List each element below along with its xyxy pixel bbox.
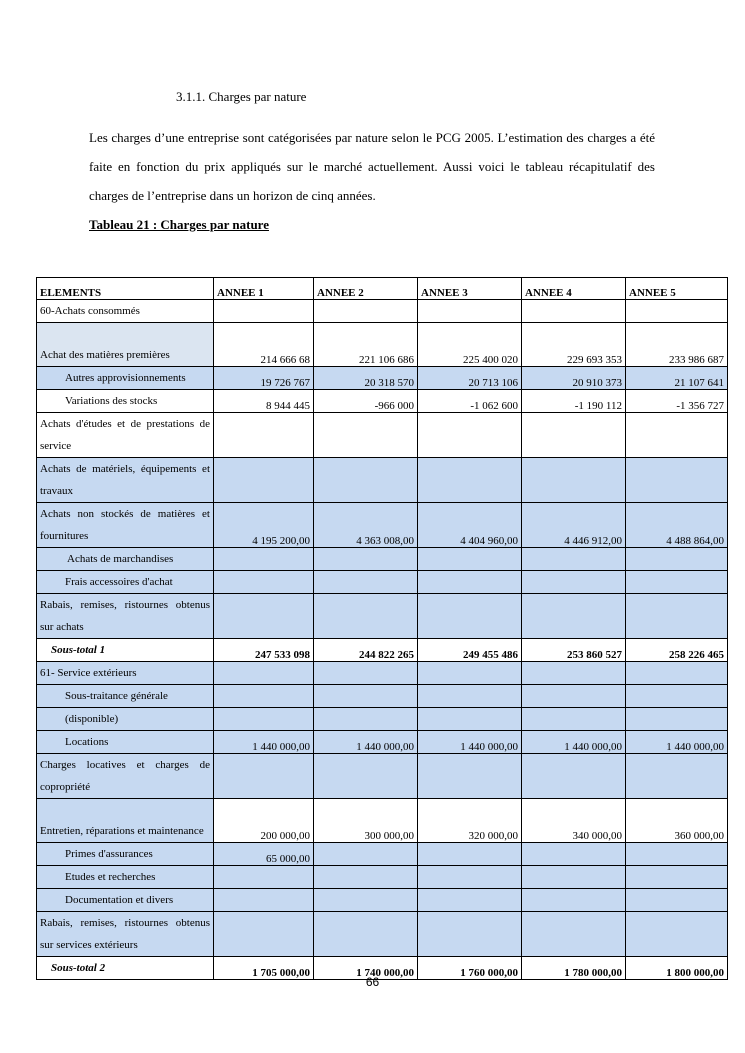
row-value xyxy=(626,754,728,799)
row-value xyxy=(626,300,728,323)
table-row xyxy=(37,731,728,754)
row-value xyxy=(626,662,728,685)
page-number: 66 xyxy=(365,975,380,989)
row-value: 4 446 912,00 xyxy=(522,503,626,548)
row-label: Achats de marchandises xyxy=(37,548,214,571)
row-value: 20 713 106 xyxy=(418,367,522,390)
row-value xyxy=(418,300,522,323)
row-value: 1 440 000,00 xyxy=(522,731,626,754)
row-value xyxy=(418,912,522,957)
row-value xyxy=(522,458,626,503)
row-label: Rabais, remises, ristournes obtenus sur achats xyxy=(37,594,214,639)
row-value xyxy=(418,754,522,799)
row-value xyxy=(314,708,418,731)
table-header-row xyxy=(37,278,728,300)
row-value: 65 000,00 xyxy=(214,843,314,866)
row-value xyxy=(214,754,314,799)
row-value xyxy=(626,912,728,957)
row-value: 8 944 445 xyxy=(214,390,314,413)
row-label: Achats de matériels, équipements et travaux xyxy=(37,458,214,503)
row-label: Achats d'études et de prestations de service xyxy=(37,413,214,458)
row-value xyxy=(314,413,418,458)
row-label: Rabais, remises, ristournes obtenus sur services extérieurs xyxy=(37,912,214,957)
row-value xyxy=(418,708,522,731)
row-value xyxy=(626,685,728,708)
row-value xyxy=(522,912,626,957)
row-value xyxy=(214,912,314,957)
row-value xyxy=(314,912,418,957)
table-row xyxy=(37,685,728,708)
row-value xyxy=(522,413,626,458)
table-row xyxy=(37,571,728,594)
row-value xyxy=(626,889,728,912)
row-label: Primes d'assurances xyxy=(37,843,214,866)
row-value xyxy=(314,889,418,912)
row-value xyxy=(522,708,626,731)
row-label: (disponible) xyxy=(37,708,214,731)
header-cell: ANNEE 5 xyxy=(626,278,728,300)
row-value xyxy=(418,413,522,458)
row-value xyxy=(522,866,626,889)
row-value: 4 195 200,00 xyxy=(214,503,314,548)
row-value xyxy=(626,866,728,889)
row-value xyxy=(522,754,626,799)
table-row xyxy=(37,889,728,912)
row-value xyxy=(214,889,314,912)
row-value xyxy=(418,548,522,571)
table-row xyxy=(37,413,728,458)
row-value xyxy=(314,754,418,799)
row-value xyxy=(522,843,626,866)
row-value xyxy=(314,685,418,708)
row-value xyxy=(418,458,522,503)
row-value: 1 800 000,00 xyxy=(626,957,728,980)
row-value xyxy=(214,548,314,571)
table-row xyxy=(37,503,728,548)
section-heading: 3.1.1. Charges par nature xyxy=(176,89,307,104)
row-value: 340 000,00 xyxy=(522,799,626,843)
header-cell: ANNEE 3 xyxy=(418,278,522,300)
row-label: Documentation et divers xyxy=(37,889,214,912)
row-value xyxy=(214,662,314,685)
row-label: Frais accessoires d'achat xyxy=(37,571,214,594)
table-row xyxy=(37,323,728,367)
row-label: Variations des stocks xyxy=(37,390,214,413)
row-value xyxy=(314,594,418,639)
row-value xyxy=(626,594,728,639)
row-value: 229 693 353 xyxy=(522,323,626,367)
intro-paragraph: Les charges d’une entreprise sont catégorisées par nature selon le PCG 2005. L’estimation des charges a été faite en fonction du prix appliqués sur le marché actuellement. Aussi voici le tableau récapitulatif des charges de l’entreprise dans un horizon de cinq années. xyxy=(89,130,655,203)
row-value: 1 780 000,00 xyxy=(522,957,626,980)
row-value: -966 000 xyxy=(314,390,418,413)
row-value: 244 822 265 xyxy=(314,639,418,662)
table-title: Tableau 21 : Charges par nature xyxy=(89,217,269,232)
row-value: 258 226 465 xyxy=(626,639,728,662)
table-row xyxy=(37,594,728,639)
row-label: Sous-total 1 xyxy=(37,639,214,662)
row-value xyxy=(626,708,728,731)
row-value: 300 000,00 xyxy=(314,799,418,843)
table-row xyxy=(37,866,728,889)
row-label: Etudes et recherches xyxy=(37,866,214,889)
row-value: -1 356 727 xyxy=(626,390,728,413)
header-cell: ELEMENTS xyxy=(37,278,214,300)
row-label: Sous-total 2 xyxy=(37,957,214,980)
row-value: 214 666 68 xyxy=(214,323,314,367)
row-value: 233 986 687 xyxy=(626,323,728,367)
row-label: Achat des matières premières xyxy=(37,323,214,367)
charges-table xyxy=(36,277,728,980)
table-row xyxy=(37,754,728,799)
table-row xyxy=(37,458,728,503)
table-row xyxy=(37,912,728,957)
row-value: 19 726 767 xyxy=(214,367,314,390)
row-label: Locations xyxy=(37,731,214,754)
row-value xyxy=(314,662,418,685)
header-cell: ANNEE 1 xyxy=(214,278,314,300)
row-value xyxy=(626,413,728,458)
row-label: Autres approvisionnements xyxy=(37,367,214,390)
row-value: 1 705 000,00 xyxy=(214,957,314,980)
row-value xyxy=(626,548,728,571)
row-value: 253 860 527 xyxy=(522,639,626,662)
row-value xyxy=(626,843,728,866)
subtotal-row xyxy=(37,639,728,662)
row-value xyxy=(418,571,522,594)
row-value xyxy=(626,571,728,594)
table-row xyxy=(37,662,728,685)
row-value xyxy=(522,662,626,685)
table-row xyxy=(37,799,728,843)
table-row xyxy=(37,300,728,323)
row-label: Charges locatives et charges de copropriété xyxy=(37,754,214,799)
row-value: 360 000,00 xyxy=(626,799,728,843)
row-value xyxy=(522,594,626,639)
table-row xyxy=(37,708,728,731)
row-value xyxy=(214,685,314,708)
row-value: 4 363 008,00 xyxy=(314,503,418,548)
row-value xyxy=(314,866,418,889)
row-value xyxy=(314,548,418,571)
row-value xyxy=(418,662,522,685)
row-value xyxy=(314,843,418,866)
row-value: 320 000,00 xyxy=(418,799,522,843)
row-value xyxy=(214,708,314,731)
row-value: 20 910 373 xyxy=(522,367,626,390)
row-value: 225 400 020 xyxy=(418,323,522,367)
row-label: Achats non stockés de matières et fournitures xyxy=(37,503,214,548)
row-value xyxy=(522,685,626,708)
row-value: 1 760 000,00 xyxy=(418,957,522,980)
table-row xyxy=(37,367,728,390)
row-value: 200 000,00 xyxy=(214,799,314,843)
row-value: 247 533 098 xyxy=(214,639,314,662)
row-value xyxy=(522,548,626,571)
row-value xyxy=(626,458,728,503)
row-value: 221 106 686 xyxy=(314,323,418,367)
row-value: 1 440 000,00 xyxy=(214,731,314,754)
row-value xyxy=(522,571,626,594)
row-value xyxy=(214,571,314,594)
row-value xyxy=(314,571,418,594)
row-value xyxy=(214,866,314,889)
row-value xyxy=(314,300,418,323)
row-value: 249 455 486 xyxy=(418,639,522,662)
row-value: 1 440 000,00 xyxy=(314,731,418,754)
row-value xyxy=(418,843,522,866)
row-value: 1 440 000,00 xyxy=(418,731,522,754)
table-row xyxy=(37,548,728,571)
row-value: 21 107 641 xyxy=(626,367,728,390)
row-value xyxy=(314,458,418,503)
row-value xyxy=(214,458,314,503)
header-cell: ANNEE 4 xyxy=(522,278,626,300)
row-value xyxy=(418,889,522,912)
table-row xyxy=(37,843,728,866)
row-value: 20 318 570 xyxy=(314,367,418,390)
header-cell: ANNEE 2 xyxy=(314,278,418,300)
row-value xyxy=(214,594,314,639)
row-label: 60-Achats consommés xyxy=(37,300,214,323)
row-value xyxy=(522,300,626,323)
row-label: 61- Service extérieurs xyxy=(37,662,214,685)
row-label: Entretien, réparations et maintenance xyxy=(37,799,214,843)
row-value xyxy=(214,300,314,323)
row-value xyxy=(214,413,314,458)
row-label: Sous-traitance générale xyxy=(37,685,214,708)
row-value xyxy=(418,866,522,889)
row-value xyxy=(418,685,522,708)
row-value: 1 440 000,00 xyxy=(626,731,728,754)
row-value: -1 062 600 xyxy=(418,390,522,413)
row-value xyxy=(522,889,626,912)
row-value: -1 190 112 xyxy=(522,390,626,413)
row-value: 4 404 960,00 xyxy=(418,503,522,548)
row-value: 4 488 864,00 xyxy=(626,503,728,548)
row-value xyxy=(418,594,522,639)
row-value: 1 740 000,00 xyxy=(314,957,418,980)
table-row xyxy=(37,390,728,413)
